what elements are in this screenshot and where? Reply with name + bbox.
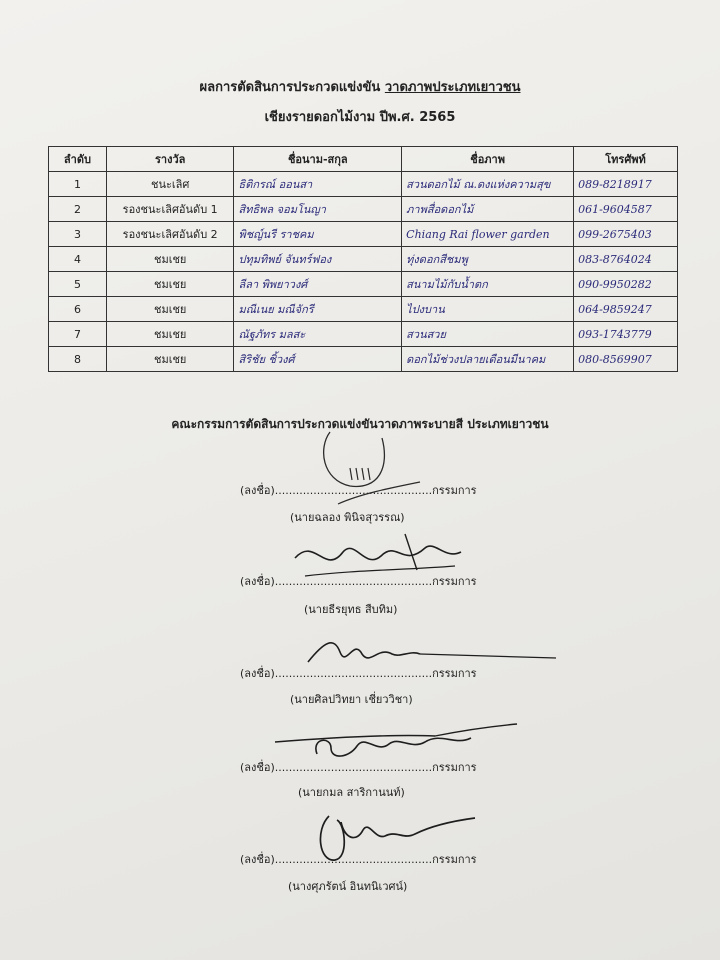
title-underlined: วาดภาพประเภทเยาวชน	[384, 80, 521, 95]
cell-no: 1	[49, 172, 107, 197]
cell-award: ชมเชย	[106, 272, 234, 297]
cell-no: 6	[49, 297, 107, 322]
cell-no: 3	[49, 222, 107, 247]
title-prefix: ผลการตัดสินการประกวดแข่งขัน	[199, 80, 381, 95]
table-row	[49, 197, 678, 222]
sign-line: (ลงชื่อ).............................................กรรมการ	[240, 667, 477, 680]
cell-phone: 083-8764024	[574, 247, 678, 272]
committee-member: (นายฉลอง พินิจสุวรรณ)	[290, 511, 405, 524]
cell-picture: สนามไม้กับน้ำตก	[402, 272, 574, 297]
document-subtitle: เชียงรายดอกไม้งาม ปีพ.ศ. 2565	[264, 110, 456, 125]
cell-picture: Chiang Rai flower garden	[402, 222, 574, 247]
cell-name: มณีเนย มณีจักรี	[234, 297, 402, 322]
table-row	[49, 272, 678, 297]
committee-member: (นางศุภรัตน์ อินทนิเวศน์)	[288, 880, 408, 893]
cell-name: ณัฐภัทร มลสะ	[234, 322, 402, 347]
table-row	[49, 247, 678, 272]
cell-name: สิทธิพล จอมโนญา	[234, 197, 402, 222]
cell-name: พิชญ์นรี ราชคม	[234, 222, 402, 247]
cell-phone: 089-8218917	[574, 172, 678, 197]
committee-member: (นายกมล สาริกานนท์)	[298, 786, 405, 799]
sign-line: (ลงชื่อ).............................................กรรมการ	[240, 761, 477, 774]
sign-line: (ลงชื่อ).............................................กรรมการ	[240, 853, 477, 866]
committee-member: (นายธีรยุทธ สืบทิม)	[304, 603, 398, 616]
cell-no: 5	[49, 272, 107, 297]
cell-award: ชมเชย	[106, 297, 234, 322]
cell-award: ชนะเลิศ	[106, 172, 234, 197]
cell-picture: ไปงบาน	[402, 297, 574, 322]
table-row	[49, 297, 678, 322]
cell-name: สิริชัย ชิ้วงศ์	[234, 347, 402, 372]
sign-line: (ลงชื่อ).............................................กรรมการ	[240, 575, 477, 588]
header-picture: ชื่อภาพ	[402, 147, 574, 172]
table-row	[49, 172, 678, 197]
header-phone: โทรศัพท์	[574, 147, 678, 172]
cell-picture: ภาพสื่อดอกไม้	[402, 197, 574, 222]
table-row	[49, 222, 678, 247]
cell-picture: สวนสวย	[402, 322, 574, 347]
committee-member: (นายศิลปวิทยา เชี่ยววิชา)	[290, 693, 413, 706]
cell-name: ลีลา พิพยาวงศ์	[234, 272, 402, 297]
cell-picture: สวนดอกไม้ ณ.ดงแห่งความสุข	[402, 172, 574, 197]
cell-award: ชมเชย	[106, 347, 234, 372]
cell-no: 4	[49, 247, 107, 272]
cell-name: ปทุมทิพย์ จันทร์ฟอง	[234, 247, 402, 272]
cell-name: ธิติกรณ์ ออนสา	[234, 172, 402, 197]
cell-phone: 080-8569907	[574, 347, 678, 372]
header-award: รางวัล	[106, 147, 234, 172]
header-no: ลำดับ	[49, 147, 107, 172]
table-header-row	[49, 147, 678, 172]
header-name: ชื่อนาม-สกุล	[234, 147, 402, 172]
cell-no: 2	[49, 197, 107, 222]
committee-heading: คณะกรรมการตัดสินการประกวดแข่งขันวาดภาพระบายสี ประเภทเยาวชน	[171, 417, 549, 431]
document-title	[0, 76, 720, 97]
results-table	[48, 146, 678, 372]
cell-award: รองชนะเลิศอันดับ 2	[106, 222, 234, 247]
table-row	[49, 347, 678, 372]
cell-picture: ดอกไม้ช่วงปลายเดือนมีนาคม	[402, 347, 574, 372]
sign-line: (ลงชื่อ).............................................กรรมการ	[240, 484, 477, 497]
cell-phone: 090-9950282	[574, 272, 678, 297]
cell-award: ชมเชย	[106, 322, 234, 347]
cell-award: รองชนะเลิศอันดับ 1	[106, 197, 234, 222]
cell-phone: 099-2675403	[574, 222, 678, 247]
cell-phone: 061-9604587	[574, 197, 678, 222]
cell-picture: ทุ่งดอกสีชมพู	[402, 247, 574, 272]
cell-phone: 093-1743779	[574, 322, 678, 347]
cell-no: 7	[49, 322, 107, 347]
cell-no: 8	[49, 347, 107, 372]
cell-award: ชมเชย	[106, 247, 234, 272]
table-row	[49, 322, 678, 347]
cell-phone: 064-9859247	[574, 297, 678, 322]
